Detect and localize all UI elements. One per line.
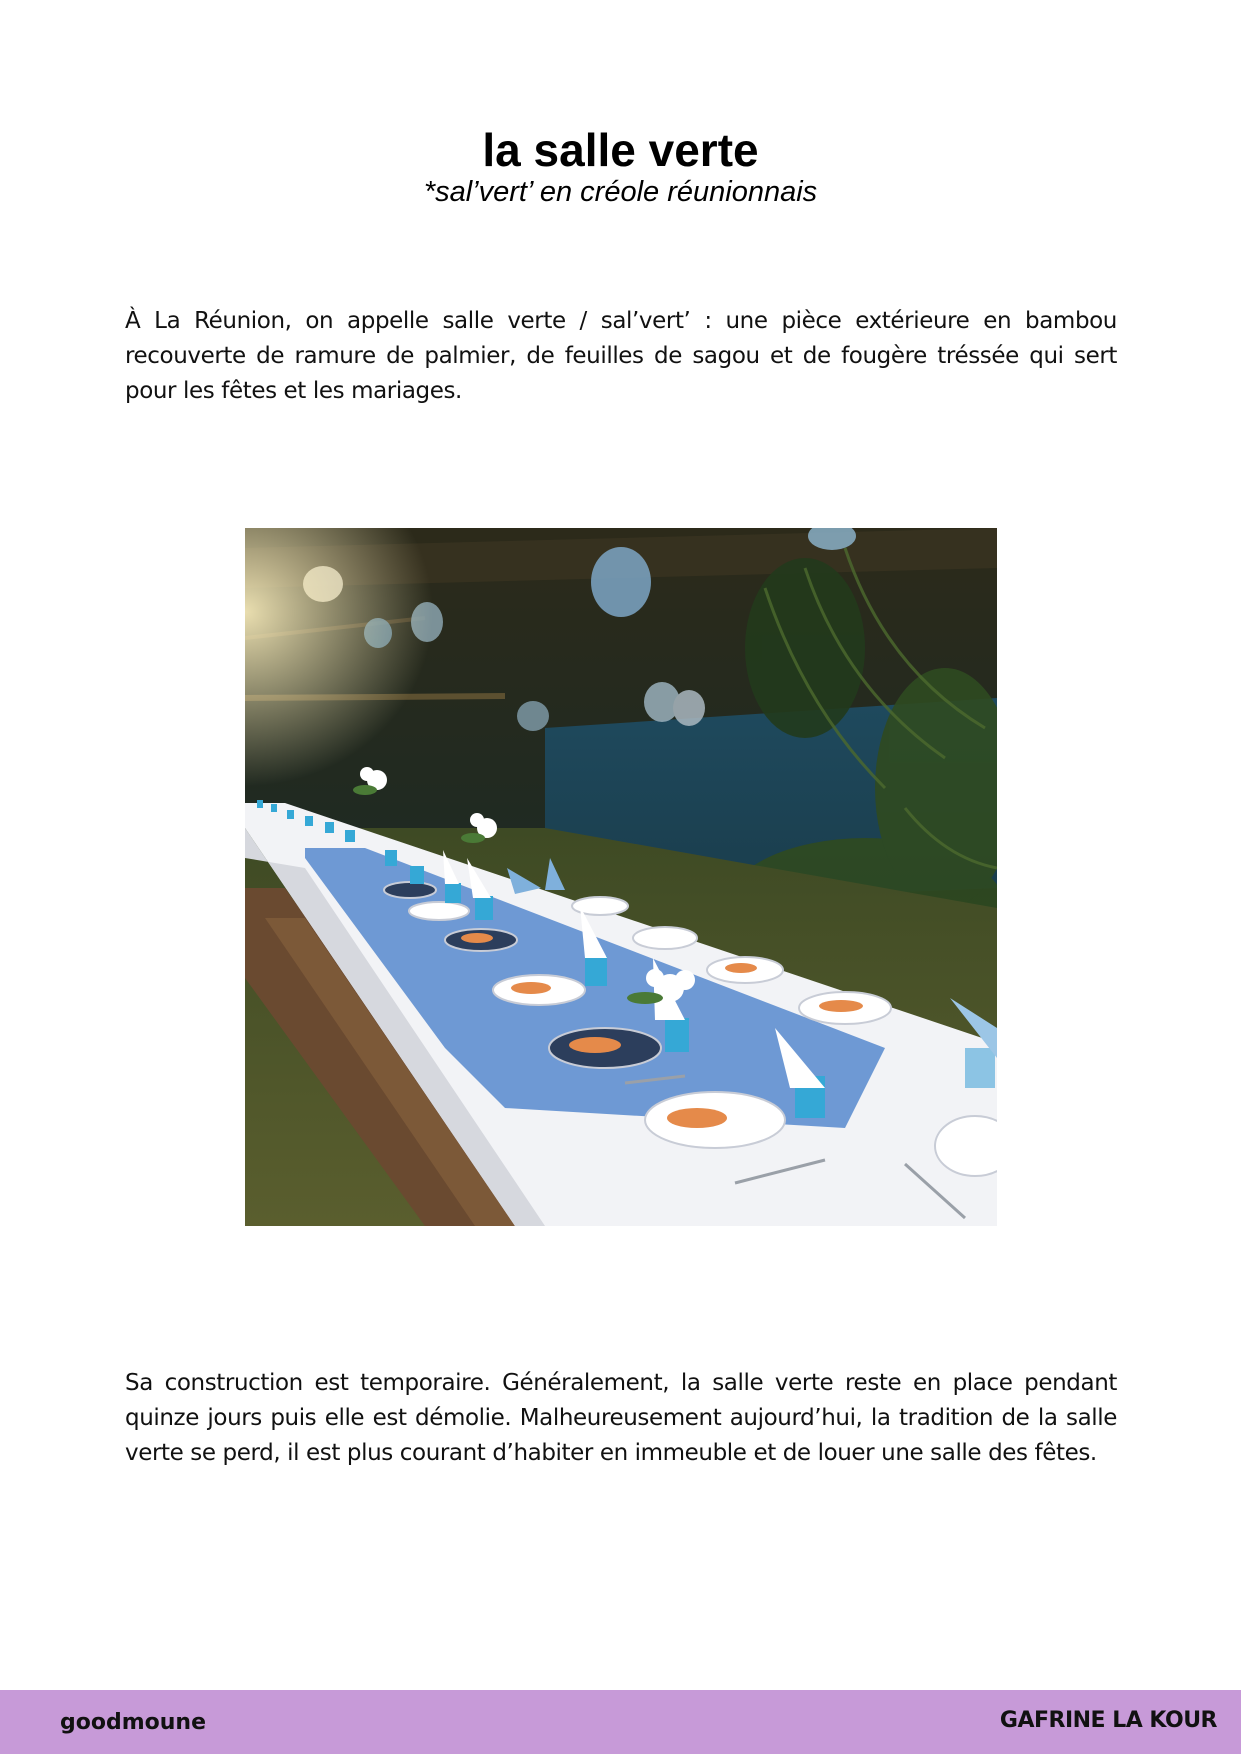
footer-title: GAFRINE LA KOUR — [999, 1708, 1217, 1733]
page-subtitle: *sal’vert’ en créole réunionnais — [423, 176, 818, 208]
intro-paragraph: À La Réunion, on appelle salle verte / sal’vert’ : une pièce extérieure en bambou recouverte de ramure de palmier, de feuilles de sagou et de fougère tréssée qui sert pour les fêtes et les mariages. — [125, 308, 1117, 404]
footer-bar — [0, 1690, 1241, 1754]
footer-brand: goodmoune — [60, 1710, 207, 1735]
closing-paragraph: Sa construction est temporaire. Généralement, la salle verte reste en place pendant quinze jours puis elle est démolie. Malheureusement aujourd’hui, la tradition de la salle verte se perd, il est plus courant d’habiter en immeuble et de louer une salle des fêtes. — [125, 1370, 1117, 1466]
banquet-table-photo — [245, 528, 997, 1226]
page-title: la salle verte — [482, 124, 759, 176]
